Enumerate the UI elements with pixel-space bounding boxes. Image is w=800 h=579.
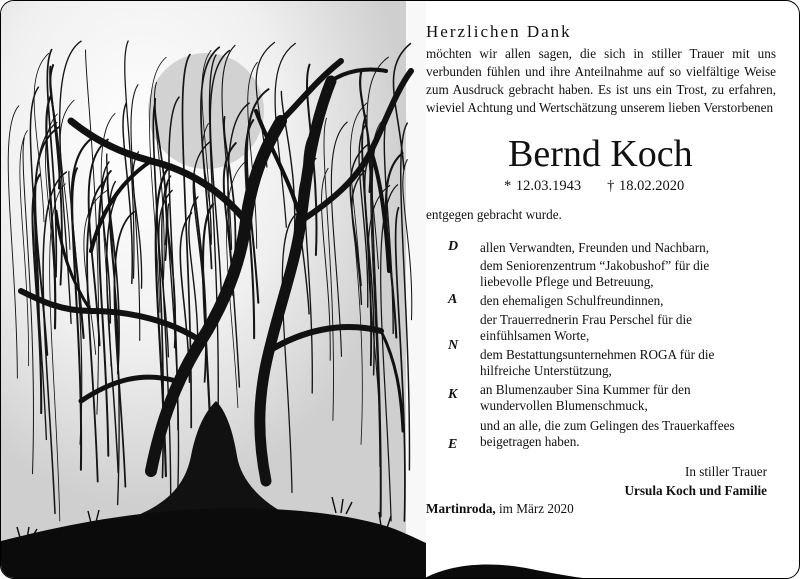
notice-heading: Herzlichen Dank bbox=[426, 22, 572, 41]
signoff: In stiller Trauer bbox=[684, 464, 767, 479]
thanks-letter: K bbox=[448, 387, 458, 402]
thanks-letter: D bbox=[448, 239, 459, 254]
birth-date: * 12.03.1943 bbox=[504, 178, 582, 194]
thanks-item: dem Seniorenzentrum “Jakobushof” für die liebevolle Pflege und Betreuung, bbox=[480, 258, 710, 290]
thanks-item: und an alle, die zum Gelingen des Trauerkaffees beigetragen haben. bbox=[480, 418, 735, 450]
place-date bbox=[426, 501, 574, 517]
thanks-letter: N bbox=[448, 338, 459, 353]
notice-date: im März 2020 bbox=[499, 501, 574, 516]
signature: Ursula Koch und Familie bbox=[624, 483, 767, 498]
thanks-item: der Trauerrednerin Frau Perschel für die einfühlsamen Worte, bbox=[480, 312, 693, 344]
thanks-item: an Blumenzauber Sina Kummer für den wundervollen Blumenschmuck, bbox=[480, 382, 691, 414]
intro-paragraph: möchten wir allen sagen, die sich in stiller Trauer mit uns verbunden fühlen und ihre Anteilnahme auf so vielfältige Weise zum Ausdruck gebracht haben. Es ist uns ein Trost, zu erfahren, wieviel Achtung und Wertschätzung unserem lieben Verstorbenen bbox=[426, 46, 776, 115]
thanks-item: den ehemaligen Schulfreundinnen, bbox=[480, 293, 664, 308]
after-name-text: entgegen gebracht wurde. bbox=[426, 207, 562, 222]
thanks-letter: A bbox=[448, 292, 458, 307]
place-name: Martinroda, bbox=[426, 501, 496, 516]
death-date: † 18.02.2020 bbox=[607, 178, 685, 194]
thanks-item: dem Bestattungsunternehmen ROGA für die hilfreiche Unterstützung, bbox=[480, 347, 715, 379]
thanks-letter: E bbox=[448, 437, 458, 452]
life-dates bbox=[504, 178, 684, 195]
deceased-name: Bernd Koch bbox=[508, 133, 693, 175]
thanks-item: allen Verwandten, Freunden und Nachbarn, bbox=[480, 240, 709, 255]
